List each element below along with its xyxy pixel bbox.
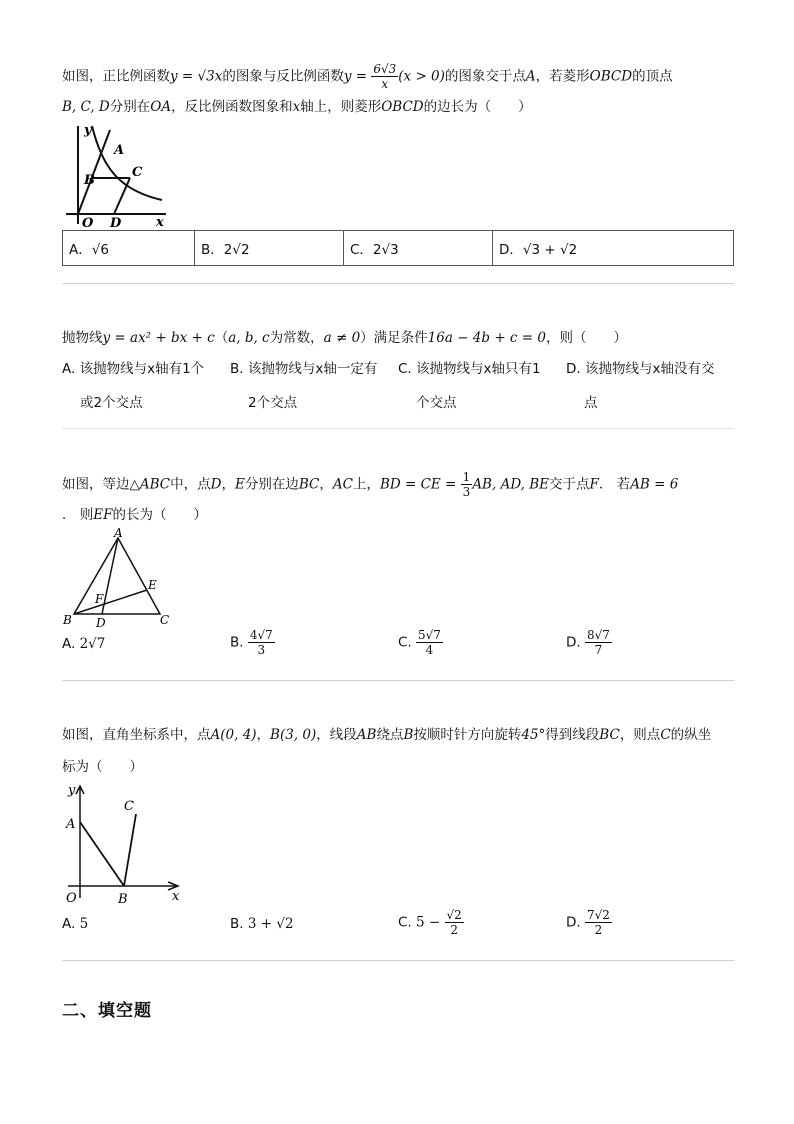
divider (62, 283, 734, 284)
q3-label-d: D (96, 616, 106, 630)
q3-label-c: C (160, 613, 170, 627)
q3-stem-line2: ． 则EF的长为（ ） (62, 507, 208, 523)
q1-hyperbola (92, 126, 162, 200)
q4-stem-line2: 标为（ ） (62, 759, 143, 775)
q1-option-d[interactable]: D．√3 + √2 (493, 231, 734, 266)
q3-label-f: F (95, 592, 104, 606)
q1-stem-line2: B, C, D分别在OA，反比例函数图象和x轴上，则菱形OBCD的边长为（ ） (62, 99, 532, 115)
q1-label-c: C (132, 165, 143, 180)
q4-option-b[interactable]: B. 3 + √2 (230, 916, 294, 932)
q1-label-o: O (82, 216, 94, 230)
q3-label-e: E (148, 578, 157, 592)
q2-option-c[interactable]: C. 该抛物线与x轴只有1 个交点 (398, 361, 541, 411)
q1-option-a[interactable]: A．√6 (63, 231, 195, 266)
q4-option-d[interactable]: D. $\frac{7√2}{2}$ (566, 908, 610, 937)
q3-option-b[interactable]: B. $\frac{4√7}{3}$ (230, 628, 273, 657)
q1-label-a: A (114, 143, 125, 158)
q1-label-y: y (84, 123, 92, 138)
q1-segment-cd (114, 178, 130, 214)
q4-label-y: y (68, 783, 76, 798)
q1-figure (62, 120, 172, 230)
q4-label-c: C (124, 799, 134, 814)
q4-option-c[interactable]: C. 5 − $\frac{√2}{2}$ (398, 908, 462, 937)
q2-option-b[interactable]: B. 该抛物线与x轴一定有 2个交点 (230, 361, 378, 411)
q3-label-b: B (63, 613, 72, 627)
q1-fraction: $\frac{6√3}{x}$ (373, 62, 397, 91)
divider (62, 960, 734, 961)
divider (62, 428, 734, 429)
q4-figure (62, 778, 187, 906)
q4-label-b: B (118, 892, 128, 906)
q4-label-a: A (66, 817, 76, 832)
q4-label-x: x (172, 889, 180, 904)
q3-figure (62, 526, 177, 630)
q2-option-a[interactable]: A. 该抛物线与x轴有1个 或2个交点 (62, 361, 205, 411)
q1-options-table (62, 230, 734, 266)
q2-stem: 抛物线y = ax² + bx + c（a, b, c为常数，a ≠ 0）满足条件16a − 4b + c = 0，则（ ） (62, 330, 627, 346)
q4-segment-ab (80, 822, 124, 886)
q3-fraction: $\frac{1}{3}$ (462, 470, 471, 499)
q4-label-o: O (66, 891, 77, 906)
q4-segment-bc (124, 814, 136, 886)
q3-option-d[interactable]: D. $\frac{8√7}{7}$ (566, 628, 610, 657)
q1-label-d: D (110, 216, 122, 230)
q4-stem-line1: 如图，直角坐标系中，点A(0, 4)，B(3, 0)，线段AB绕点B按顺时针方向旋转45°得到线段BC，则点C的纵坐 (62, 727, 712, 743)
q3-option-c[interactable]: C. $\frac{5√7}{4}$ (398, 628, 441, 657)
q1-line-oa (78, 130, 110, 214)
q3-triangle-abc (74, 538, 160, 614)
q2-option-d[interactable]: D. 该抛物线与x轴没有交 点 (566, 361, 715, 411)
q1-option-c[interactable]: C．2√3 (344, 231, 493, 266)
q3-label-a: A (114, 526, 123, 540)
section-title: 二、填空题 (62, 1001, 152, 1021)
q3-option-a[interactable]: A. 2√7 (62, 636, 106, 652)
q1-label-x: x (156, 215, 164, 230)
divider (62, 680, 734, 681)
q1-label-b: B (84, 173, 95, 188)
q3-stem-line1: 如图，等边△ABC中，点D，E分别在边BC，AC上，BD = CE = $\frac{1}{3}$ AB, AD, BE交于点F． 若AB = 6 (62, 470, 679, 499)
q1-option-b[interactable]: B．2√2 (195, 231, 344, 266)
q4-option-a[interactable]: A. 5 (62, 916, 89, 932)
q1-stem-line1: 如图，正比例函数y = √3x的图象与反比例函数y = $\frac{6√3}{x}$ (x > 0)的图象交于点A，若菱形OBCD的顶点 (62, 62, 673, 91)
